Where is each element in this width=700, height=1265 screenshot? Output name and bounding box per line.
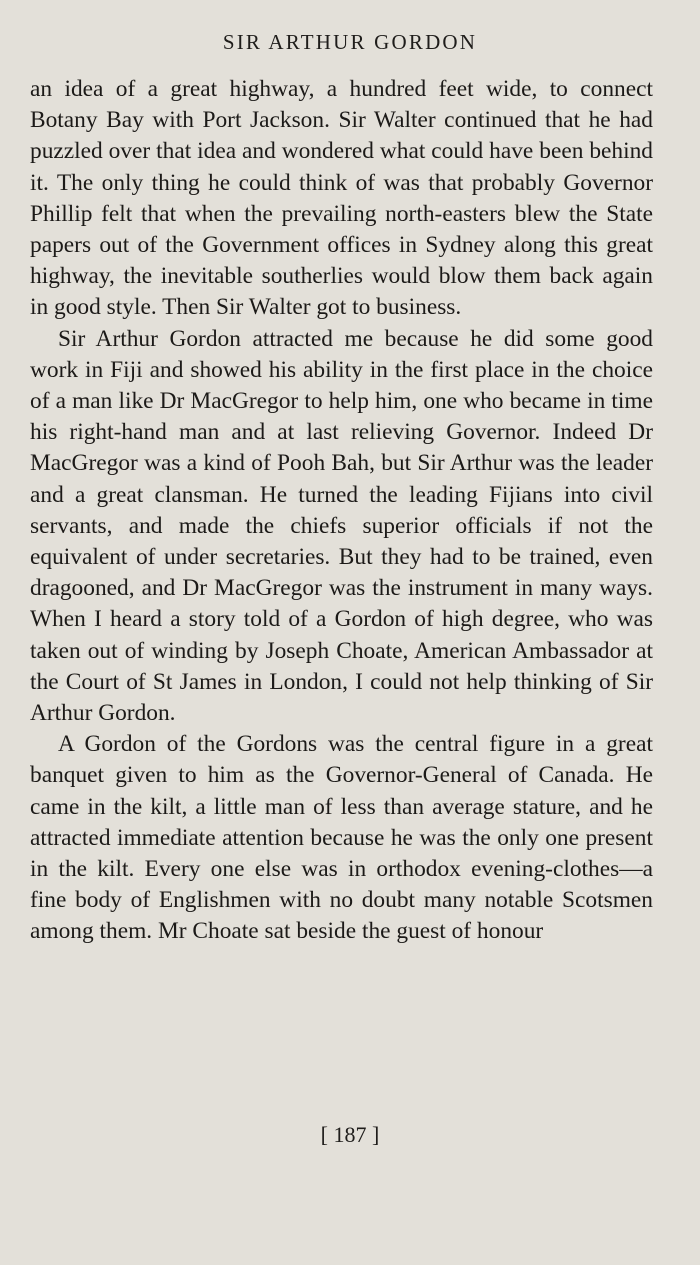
body-text	[30, 74, 653, 948]
paragraph-3: A Gordon of the Gordons was the central figure in a great banquet given to him as the Governor-General of Canada. He came in the kilt, a little man of less than average stature, and he attracted immediate attention because he was the only one present in the kilt. Every one else was in orthodox evening-clothes—a fine body of Englishmen with no doubt many notable Scotsmen among them. Mr Choate sat beside the guest of honour	[30, 731, 653, 945]
page-number: [ 187 ]	[320, 1122, 380, 1147]
running-head: SIR ARTHUR GORDON	[222, 30, 478, 54]
paragraph-2: Sir Arthur Gordon attracted me because he did some good work in Fiji and showed his ability in the first place in the choice of a man like Dr MacGregor to help him, one who became in time his right-hand man and at last relieving Governor. Indeed Dr MacGregor was a kind of Pooh Bah, but Sir Arthur was the leader and a great clansman. He turned the leading Fijians into civil servants, and made the chiefs superior officials if not the equivalent of under secretaries. But they had to be trained, even dragooned, and Dr MacGregor was the instrument in many ways. When I heard a story told of a Gordon of high degree, who was taken out of winding by Joseph Choate, American Ambassador at the Court of St James in London, I could not help thinking of Sir Arthur Gordon.	[30, 325, 653, 727]
paragraph-1: an idea of a great highway, a hundred feet wide, to connect Botany Bay with Port Jackson. Sir Walter continued that he had puzzled over that idea and wondered what could have been behind it. The only thing he could think of was that probably Governor Phillip felt that when the prevailing north-easters blew the State papers out of the Government offices in Sydney along this great highway, the inevitable southerlies would blow them back again in good style. Then Sir Walter got to business.	[30, 76, 653, 321]
